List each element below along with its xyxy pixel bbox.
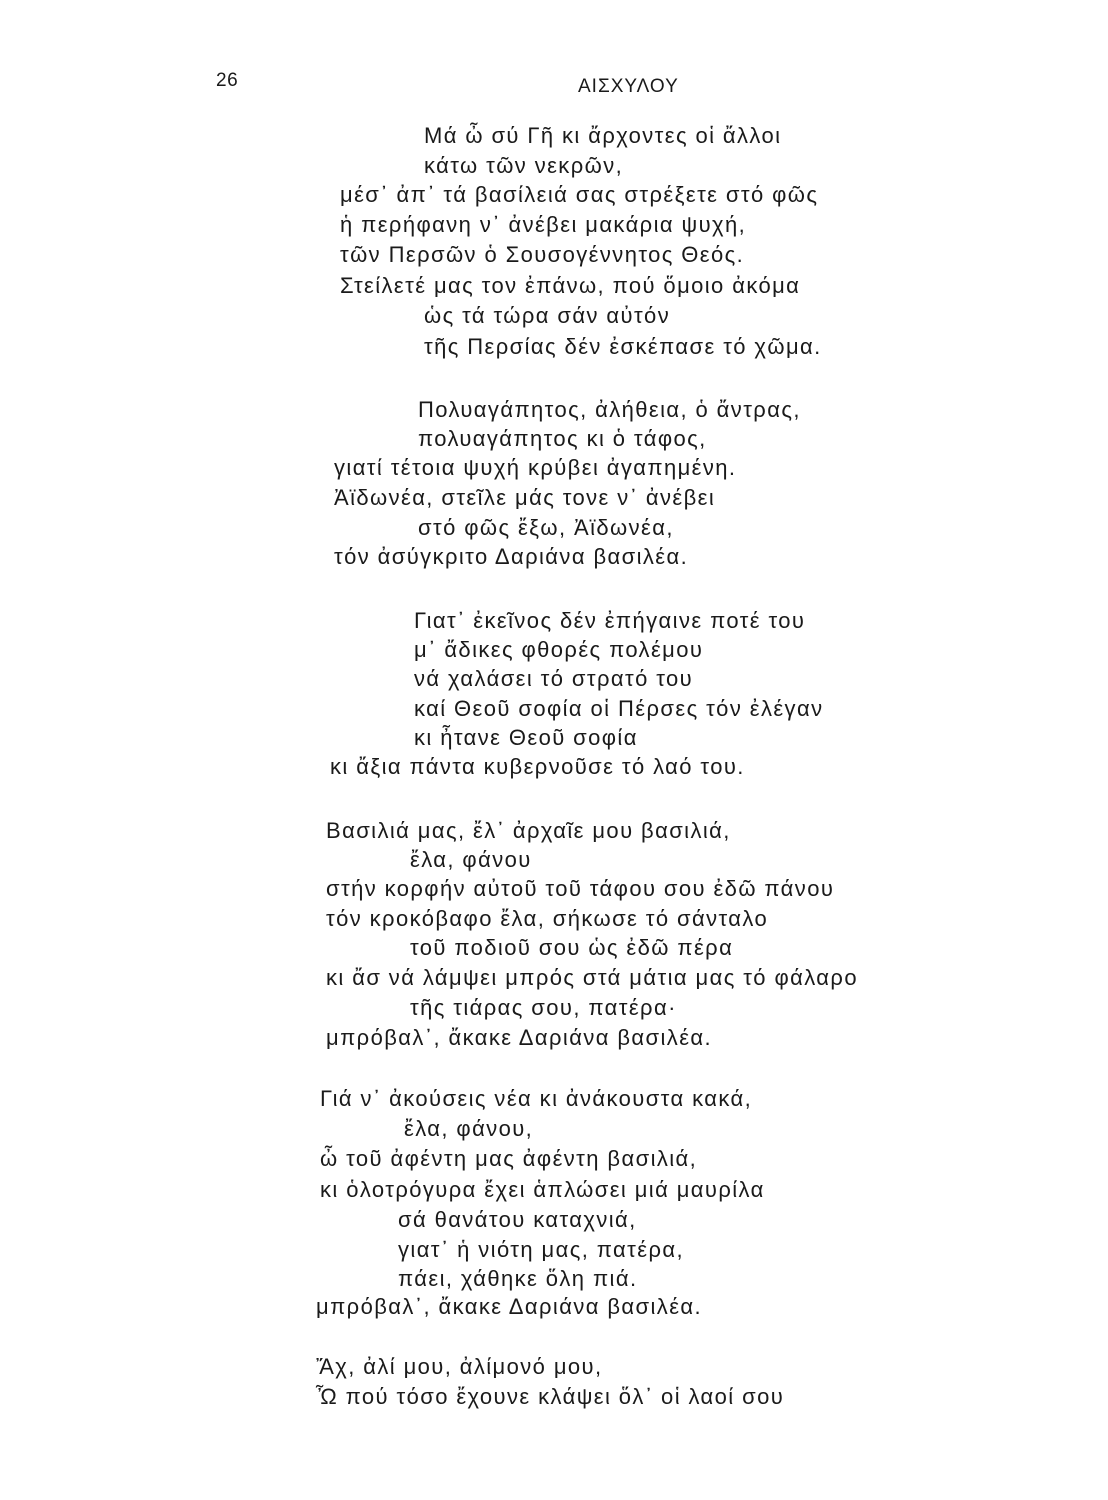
verse-line: σά θανάτου καταχνιά, [398,1207,637,1232]
verse-line: πάει, χάθηκε ὅλη πιά. [398,1266,638,1291]
verse-line: στήν κορφήν αὐτοῦ τοῦ τάφου σου ἐδῶ πάνου [326,876,835,901]
verse-line: γιατί τέτοια ψυχή κρύβει ἀγαπημένη. [334,455,737,480]
verse-line: Βασιλιά μας, ἔλ᾽ ἀρχαῖε μου βασιλιά, [326,818,731,843]
verse-line: μ᾽ ἄδικες φθορές πολέμου [414,637,704,662]
verse-line: τῆς τιάρας σου, πατέρα· [410,995,677,1020]
verse-line: κι ἦτανε Θεοῦ σοφία [414,725,638,750]
verse-line: μπρόβαλ᾽, ἄκακε Δαριάνα βασιλέα. [326,1025,713,1050]
verse-line: Ἄχ, ἀλί μου, ἀλίμονό μου, [316,1354,603,1379]
verse-line: ἔλα, φάνου, [404,1116,534,1141]
verse-line: Ἀϊδωνέα, στεῖλε μάς τονε ν᾽ ἀνέβει [334,485,716,510]
verse-line: ὦ τοῦ ἀφέντη μας ἀφέντη βασιλιά, [320,1146,698,1171]
verse-line: μπρόβαλ᾽, ἄκακε Δαριάνα βασιλέα. [316,1294,703,1319]
verse-line: καί Θεοῦ σοφία οἱ Πέρσες τόν ἐλέγαν [414,696,824,721]
running-header: ΑΙΣΧΥΛΟΥ [578,76,679,97]
verse-line: τῶν Περσῶν ὁ Σουσογέννητος Θεός. [340,242,745,267]
verse-line: πολυαγάπητος κι ὁ τάφος, [418,426,707,451]
verse-line: κι ὁλοτρόγυρα ἔχει ἁπλώσει μιά μαυρίλα [320,1177,765,1202]
verse-line: Γιά ν᾽ ἀκούσεις νέα κι ἀνάκουστα κακά, [320,1086,753,1111]
verse-line: Πολυαγάπητος, ἀλήθεια, ὁ ἄντρας, [418,397,801,422]
verse-line: τόν ἀσύγκριτο Δαριάνα βασιλέα. [334,544,689,569]
verse-line: μέσ᾽ ἀπ᾽ τά βασίλειά σας στρέξετε στό φῶς [340,182,819,207]
verse-line: στό φῶς ἔξω, Ἀϊδωνέα, [418,515,674,540]
verse-line: κάτω τῶν νεκρῶν, [424,153,624,178]
verse-line: Ὦ πού τόσο ἔχουνε κλάψει ὅλ᾽ οἱ λαοί σου [316,1384,785,1409]
verse-line: κι ἄσ νά λάμψει μπρός στά μάτια μας τό φάλαρο [326,965,858,990]
verse-line: κι ἄξια πάντα κυβερνοῦσε τό λαό του. [330,754,745,779]
verse-line: τῆς Περσίας δέν ἐσκέπασε τό χῶμα. [424,334,822,359]
page-number: 26 [216,70,239,91]
verse-line: Στείλετέ μας τον ἐπάνω, πού ὅμοιο ἀκόμα [340,273,801,298]
verse-line: Μά ὦ σύ Γῆ κι ἄρχοντες οἱ ἄλλοι [424,123,782,148]
verse-line: ἡ περήφανη ν᾽ ἀνέβει μακάρια ψυχή, [340,212,747,237]
verse-line: γιατ᾽ ἡ νιότη μας, πατέρα, [398,1237,684,1262]
verse-line: τόν κροκόβαφο ἔλα, σήκωσε τό σάνταλο [326,906,769,931]
verse-line: τοῦ ποδιοῦ σου ὡς ἐδῶ πέρα [410,935,734,960]
verse-line: ἔλα, φάνου [410,847,532,872]
verse-line: ὡς τά τώρα σάν αὐτόν [424,303,671,328]
verse-line: Γιατ᾽ ἐκεῖνος δέν ἐπήγαινε ποτέ του [414,608,806,633]
verse-line: νά χαλάσει τό στρατό του [414,666,694,691]
